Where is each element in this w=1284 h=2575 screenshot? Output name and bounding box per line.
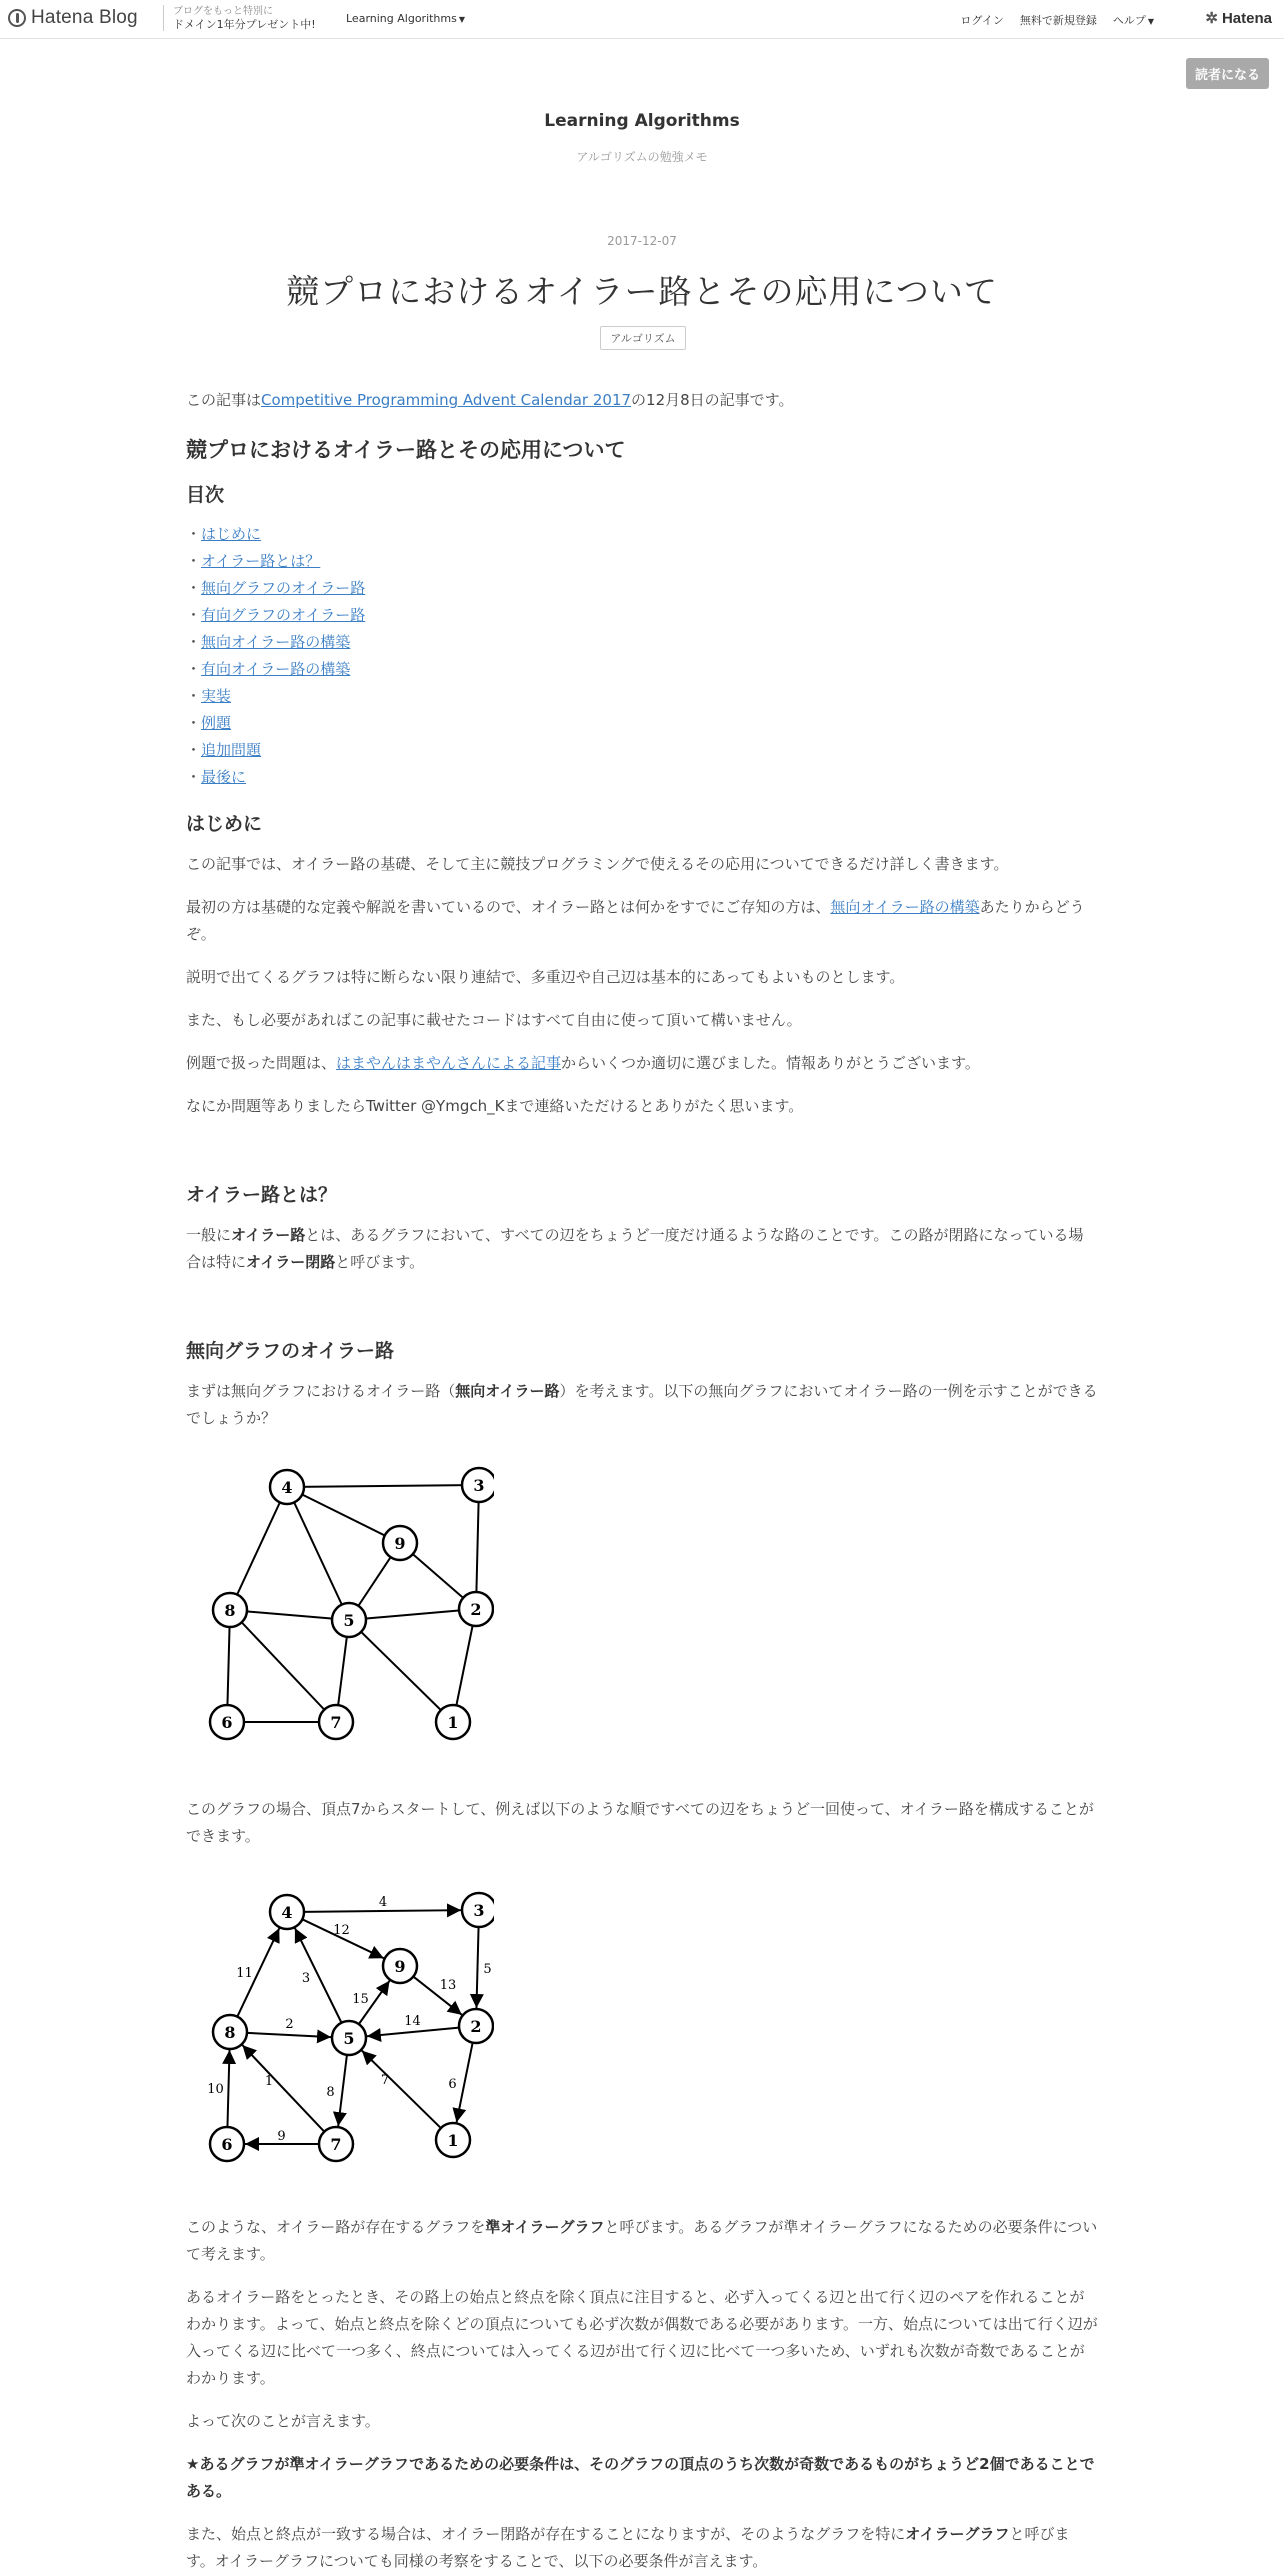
paragraph: よって次のことが言えます。 xyxy=(186,2412,380,2430)
graph-edge-label: 8 xyxy=(326,2085,335,2100)
paragraph: この記事では、オイラー路の基礎、そして主に競技プログラミングで使えるその応用についてできるだけ詳しく書きます。 xyxy=(186,855,1009,873)
euler-path-figure xyxy=(194,1880,494,2180)
section-heading-intro: はじめに xyxy=(186,813,263,835)
section-heading-undirected: 無向グラフのオイラー路 xyxy=(186,1340,395,1362)
graph-directed-edge xyxy=(304,1910,461,1912)
graph-node-label: 7 xyxy=(330,1713,342,1732)
text: と呼びます。あるグラフが準オイラーグラフになるための必要条件について考えます。 xyxy=(186,2218,1098,2263)
paragraph xyxy=(186,2214,1098,2268)
header-nav xyxy=(960,12,1154,28)
graph-edge-label: 5 xyxy=(483,1962,492,1977)
text: ）を考えます。以下の無向グラフにおいてオイラー路の一例を示すことができるでしょうか？ xyxy=(186,1382,1098,1427)
logo-text: Hatena Blog xyxy=(31,7,138,28)
hatena-star-icon: ✲ xyxy=(1205,10,1218,27)
graph-node-label: 4 xyxy=(281,1478,293,1497)
graph-edge-label: 2 xyxy=(285,2017,294,2032)
graph-edge-label: 7 xyxy=(380,2073,390,2088)
paragraph xyxy=(186,1050,1098,1077)
toc-link[interactable]: 有向グラフのオイラー路 xyxy=(201,606,366,624)
undirected-graph-figure xyxy=(194,1458,494,1758)
hatena-brand-link[interactable] xyxy=(1205,9,1272,27)
graph-node-label: 7 xyxy=(330,2135,342,2154)
text: 例題で扱った問題は、 xyxy=(186,1054,337,1072)
paragraph: あるオイラー路をとったとき、その路上の始点と終点を除く頂点に注目すると、必ず入ってくる辺と出て行く辺のペアを作れることがわかります。よって、始点と終点を除くどの頂点についても必ず次数が偶数である必要があります。一方、始点については出て行く辺が入ってくる辺に比べて一つ多く、終点については入ってくる辺が出て行く辺に比べて一つ多いため、いずれも次数が奇数であることがわかります。 xyxy=(186,2288,1098,2387)
blog-description: アルゴリズムの勉強メモ xyxy=(576,150,708,164)
graph-node-label: 5 xyxy=(343,2029,355,2048)
text: の12月8日の記事です。 xyxy=(631,391,794,409)
graph-node-label: 3 xyxy=(473,1901,485,1920)
subscribe-button[interactable]: 読者になる xyxy=(1186,58,1269,89)
text: 一般に xyxy=(186,1226,232,1244)
graph-directed-edge xyxy=(227,2050,229,2127)
paragraph: また、もし必要があればこの記事に載せたコードはすべて自由に使って頂いて構いません。 xyxy=(186,1011,802,1029)
graph-node-label: 2 xyxy=(470,2017,482,2036)
main-heading: 競プロにおけるオイラー路とその応用について xyxy=(186,438,626,462)
graph-node-label: 9 xyxy=(394,1534,406,1553)
toc-link[interactable]: 最後に xyxy=(201,768,247,786)
graph-edge xyxy=(287,1485,479,1487)
graph-edge-label: 3 xyxy=(301,1971,311,1986)
chevron-down-icon: ▼ xyxy=(1147,17,1154,26)
term-eulerian-graph: オイラーグラフ xyxy=(905,2525,1010,2543)
text: からいくつか適切に選びました。情報ありがとうございます。 xyxy=(561,1054,980,1072)
graph-edge xyxy=(287,1487,400,1543)
toc-link[interactable]: 無向オイラー路の構築 xyxy=(201,633,351,651)
promo-text: ドメイン1年分プレゼント中! xyxy=(173,18,316,31)
construction-link[interactable]: 無向オイラー路の構築 xyxy=(830,898,980,916)
toc-item xyxy=(186,737,365,764)
promo-banner[interactable] xyxy=(163,5,316,31)
text: この記事は xyxy=(186,391,262,409)
graph-edge-label: 1 xyxy=(264,2074,274,2089)
paragraph: なにか問題等ありましたらTwitter @Ymgch_Kまで連絡いただけるとありがたく思います。 xyxy=(186,1097,804,1115)
chevron-down-icon: ▼ xyxy=(458,15,466,24)
graph-node-label: 6 xyxy=(221,2135,233,2154)
graph-edge xyxy=(476,1485,479,1609)
toc-item xyxy=(186,602,365,629)
section-heading-euler-path: オイラー路とは？ xyxy=(186,1184,338,1206)
toc-item xyxy=(186,764,365,791)
toc-link[interactable]: 追加問題 xyxy=(201,741,262,759)
graph-edge-label: 11 xyxy=(236,1966,253,1981)
text: と呼びます。 xyxy=(335,1253,425,1271)
graph-node-label: 6 xyxy=(221,1713,233,1732)
graph-directed-edge xyxy=(242,2045,324,2132)
graph-edge-label: 10 xyxy=(207,2082,224,2097)
term-semi-eulerian: 準オイラーグラフ xyxy=(485,2218,605,2236)
text: 最初の方は基礎的な定義や解説を書いているので、オイラー路とは何かをすでにご存知の方は、 xyxy=(186,898,831,916)
blog-title[interactable]: Learning Algorithms xyxy=(544,111,740,131)
graph-edge xyxy=(349,1620,453,1722)
blog-menu-label: Learning Algorithms xyxy=(346,12,457,25)
promo-subtext: ブログをもっと特別に xyxy=(173,6,273,17)
term-euler-path: オイラー路 xyxy=(231,1226,306,1244)
toc-item xyxy=(186,629,365,656)
entry-date[interactable]: 2017-12-07 xyxy=(607,234,677,248)
toc-link[interactable]: 実装 xyxy=(201,687,232,705)
graph-edge xyxy=(230,1487,287,1610)
graph-node-label: 8 xyxy=(224,1601,236,1620)
graph-node-label: 1 xyxy=(447,1713,459,1732)
graph-node-label: 5 xyxy=(343,1611,355,1630)
text: とは、あるグラフにおいて、すべての辺をちょうど一度だけ通るような路のことです。この路が閉路になっている場合は特に xyxy=(186,1226,1084,1271)
graph-edge-label: 9 xyxy=(277,2129,286,2144)
graph-node-label: 3 xyxy=(473,1476,485,1495)
hatena-blog-logo-icon xyxy=(8,9,26,27)
graph-edge-label: 12 xyxy=(333,1923,350,1938)
text: また、始点と終点が一致する場合は、オイラー閉路が存在することになりますが、そのようなグラフを特に xyxy=(186,2525,906,2543)
toc-item xyxy=(186,683,365,710)
toc-link[interactable]: 例題 xyxy=(201,714,232,732)
hatena-blog-logo[interactable] xyxy=(8,7,138,29)
text: あたりからどうぞ。 xyxy=(186,898,1085,943)
signup-link[interactable]: 無料で新規登録 xyxy=(1019,14,1097,27)
toc-link[interactable]: はじめに xyxy=(201,525,262,543)
graph-edge xyxy=(230,1610,336,1722)
login-link[interactable]: ログイン xyxy=(960,14,1004,27)
toc-link[interactable]: オイラー路とは？ xyxy=(201,552,321,570)
toc-item xyxy=(186,521,365,548)
brand-label: Hatena xyxy=(1221,9,1272,27)
toc-item xyxy=(186,575,365,602)
graph-directed-edge xyxy=(247,2033,331,2037)
category-tag[interactable]: アルゴリズム xyxy=(600,326,686,350)
toc-heading: 目次 xyxy=(186,484,225,506)
toc-item xyxy=(186,656,365,683)
graph-directed-edge xyxy=(457,2043,473,2123)
graph-node-label: 4 xyxy=(281,1903,293,1922)
entry-title[interactable]: 競プロにおけるオイラー路とその応用について xyxy=(286,272,998,311)
text: このような、オイラー路が存在するグラフを xyxy=(186,2218,486,2236)
graph-directed-edge xyxy=(476,1927,478,2008)
paragraph xyxy=(186,1378,1098,1432)
paragraph: 説明で出てくるグラフは特に断らない限り連結で、多重辺や自己辺は基本的にあってもよいものとします。 xyxy=(186,968,905,986)
graph-node-label: 8 xyxy=(224,2023,236,2042)
intro-paragraph xyxy=(186,387,1098,414)
paragraph xyxy=(186,2521,1098,2575)
blog-menu[interactable] xyxy=(346,12,465,25)
toc-link[interactable]: 有向オイラー路の構築 xyxy=(201,660,351,678)
text: まずは無向グラフにおけるオイラー路（ xyxy=(186,1382,456,1400)
graph-node-label: 9 xyxy=(394,1957,406,1976)
graph-directed-edge xyxy=(338,2055,347,2126)
toc-link[interactable]: 無向グラフのオイラー路 xyxy=(201,579,366,597)
term-undirected-euler-path: 無向オイラー路 xyxy=(455,1382,560,1400)
help-menu[interactable] xyxy=(1113,12,1154,28)
graph-directed-edge xyxy=(362,2051,441,2128)
graph-node-label: 2 xyxy=(470,1600,482,1619)
graph-edge xyxy=(349,1609,476,1620)
table-of-contents xyxy=(186,521,365,791)
toc-item xyxy=(186,710,365,737)
theorem-paragraph: ★あるグラフが準オイラーグラフであるための必要条件は、そのグラフの頂点のうち次数が奇数であるものがちょうど2個であることである。 xyxy=(186,2455,1095,2500)
graph-edge-label: 4 xyxy=(378,1895,388,1910)
help-label: ヘルプ xyxy=(1112,14,1146,27)
text: と呼びます。オイラーグラフについても同様の考察をすることで、以下の必要条件が言えます。 xyxy=(186,2525,1070,2570)
advent-calendar-link[interactable]: Competitive Programming Advent Calendar 2017 xyxy=(261,391,632,409)
term-euler-circuit: オイラー閉路 xyxy=(246,1253,336,1271)
paragraph: このグラフの場合、頂点7からスタートして、例えば以下のような順ですべての辺をちょうど一回使って、オイラー路を構成することができます。 xyxy=(186,1800,1094,1845)
graph-edge-label: 15 xyxy=(352,1992,369,2007)
graph-edge-label: 6 xyxy=(448,2077,457,2092)
graph-edge-label: 13 xyxy=(439,1978,457,1993)
paragraph xyxy=(186,894,1098,948)
toc-item xyxy=(186,548,365,575)
global-header xyxy=(0,0,1284,39)
graph-edge xyxy=(287,1487,349,1620)
paragraph xyxy=(186,1222,1098,1276)
graph-edge-label: 14 xyxy=(404,2014,421,2029)
reference-article-link[interactable]: はまやんはまやんさんによる記事 xyxy=(336,1054,562,1072)
graph-node-label: 1 xyxy=(447,2131,459,2150)
